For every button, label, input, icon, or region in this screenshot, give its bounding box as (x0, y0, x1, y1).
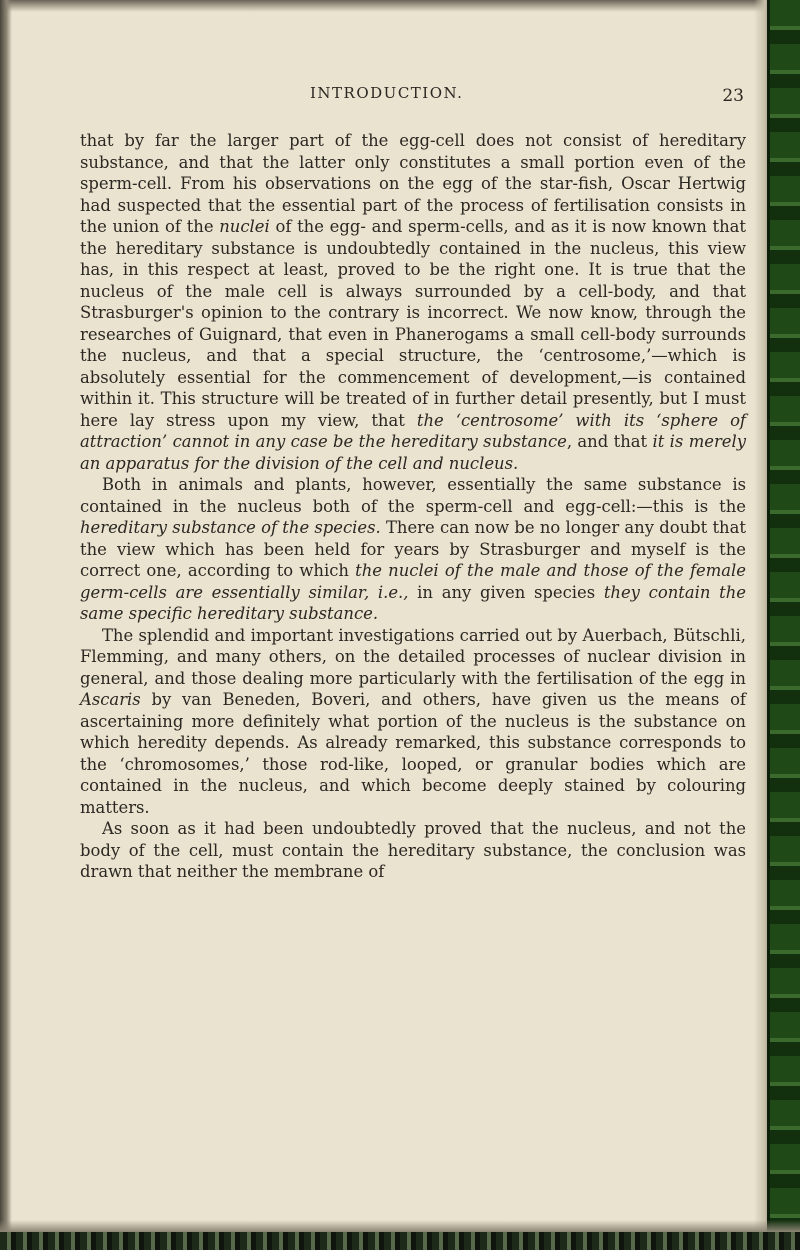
page-bottom-shadow (0, 1220, 800, 1232)
italic-run: hereditary substance of the species. (80, 518, 381, 537)
page-top-shadow (0, 0, 800, 12)
page-header (80, 84, 746, 114)
running-head: INTRODUCTION. (310, 84, 464, 102)
text-run: There can now be no longer any doubt that the view which has been held for years by Strasburger and myself is the correct one, according to which (80, 518, 746, 580)
text-run: that by far the larger part of the egg-cell does not consist of hereditary substance, and that the latter only constitutes a small portion even of the sperm-cell. From his observations on the egg of the star-fish, Oscar Hertwig had suspected that the essential part of the process of fertilisation consists in the union of the (80, 131, 746, 236)
text-run: As soon as it had been undoubtedly proved that the nucleus, and not the body of the cell, must contain the hereditary substance, the conclusion was drawn that neither the membrane of (80, 819, 746, 881)
text-run: Both in animals and plants, however, essentially the same substance is contained in the nucleus both of the sperm-cell and egg-cell:—this is the (80, 475, 746, 516)
paragraph-4 (80, 818, 746, 883)
paragraph-3 (80, 625, 746, 819)
italic-run: the nuclei of the male and those of the female germ-cells are essentially similar, i.e., (80, 561, 746, 602)
italic-run: nuclei (219, 217, 270, 236)
book-bottom-edge (0, 1232, 800, 1250)
text-run: by van Beneden, Boveri, and others, have given us the means of ascertaining more definitely what portion of the nucleus is the substance on which heredity depends. As already remarked, this substance corresponds to the ‘chromosomes,’ those rod-like, looped, or granular bodies which are contained in the nucleus, and which become deeply stained by colouring matters. (80, 690, 746, 817)
text-run: The splendid and important investigations carried out by Auerbach, Bütschli, Flemming, and many others, on the detailed processes of nuclear division in general, and those dealing more particularly with the fertilisation of the egg in (80, 625, 746, 688)
paragraph-1 (80, 130, 746, 474)
body-text (80, 130, 746, 883)
italic-run: Ascaris (80, 690, 141, 709)
italic-run: it is merely an apparatus for the division of the cell and nucleus. (80, 432, 746, 473)
italic-run: the ‘centrosome’ with its ‘sphere of attraction’ cannot in any case be the hereditary substance (80, 410, 746, 451)
page-left-edge (0, 0, 12, 1250)
italic-run: they contain the same specific hereditary substance. (80, 582, 746, 623)
text-run: in any given species (408, 582, 604, 602)
paragraph-2 (80, 474, 746, 625)
book-binding-edge (767, 0, 800, 1250)
text-run: , and that (566, 432, 653, 451)
text-run: of the egg- and sperm-cells, and as it is now known that the hereditary substance is undoubtedly contained in the nucleus, this view has, in this respect at least, proved to be the right one. It is true that the nucleus of the male cell is always surrounded by a cell-body, and that Strasburger's opinion to the contrary is incorrect. We now know, through the researches of Guignard, that even in Phanerogams a small cell-body surrounds the nucleus, and that a special structure, the ‘centrosome,’—which is absolutely essential for the commencement of development,—is contained within it. This structure will be treated of in further detail presently, but I must here lay stress upon my view, that (80, 217, 746, 430)
page-number: 23 (722, 86, 744, 106)
